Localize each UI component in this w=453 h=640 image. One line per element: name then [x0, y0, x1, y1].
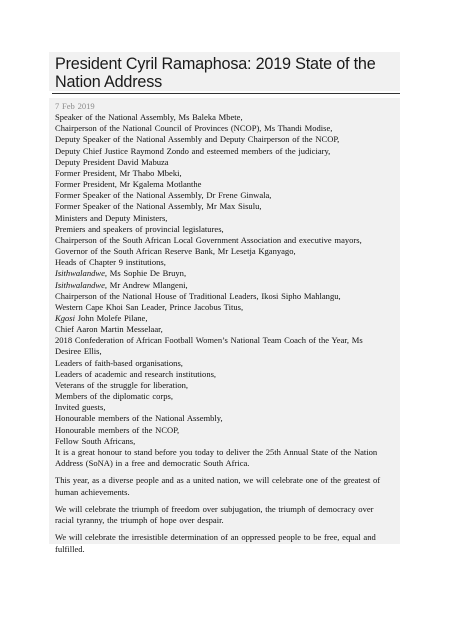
salutation-text: 2018 Confederation of African Football Women’s National Team Coach of the Year, Ms	[55, 335, 363, 346]
salutation-text: Deputy President David Mabuza	[55, 156, 169, 167]
salutation-text: Honourable members of the National Assembly,	[55, 413, 223, 424]
salutation-line	[55, 458, 398, 469]
salutation-text: Desiree Ellis,	[55, 346, 102, 357]
paragraph-line: fulfilled.	[55, 543, 85, 554]
publish-date: 7 Feb 2019	[55, 101, 95, 111]
page-title: President Cyril Ramaphosa: 2019 State of the Nation Address	[55, 55, 376, 91]
salutation-line	[55, 213, 398, 224]
salutation-text: Heads of Chapter 9 institutions,	[55, 257, 166, 268]
salutation-line	[55, 201, 398, 212]
salutation-text: John Molefe Pilane,	[74, 312, 148, 323]
salutation-text: Western Cape Khoi San Leader, Prince Jacobus Titus,	[55, 301, 244, 312]
salutation-text: Chairperson of the South African Local Government Association and executive mayors,	[55, 234, 362, 245]
salutation-line	[55, 246, 398, 257]
salutation-line	[55, 313, 398, 324]
salutation-text: Chairperson of the National Council of Provinces (NCOP), Ms Thandi Modise,	[55, 123, 333, 134]
salutation-line	[55, 146, 398, 157]
salutation-text: Invited guests,	[55, 402, 106, 413]
salutation-line	[55, 324, 398, 335]
speech-paragraph	[55, 504, 398, 526]
salutation-text: Speaker of the National Assembly, Ms Baleka Mbete,	[55, 112, 243, 123]
salutation-line	[55, 425, 398, 436]
speech-paragraph	[55, 532, 398, 554]
paragraph-line: We will celebrate the irresistible determination of an oppressed people to be free, equal and	[55, 532, 376, 543]
salutation-line	[55, 280, 398, 291]
salutation-line	[55, 179, 398, 190]
salutation-text: Governor of the South African Reserve Bank, Mr Lesetja Kganyago,	[55, 246, 296, 257]
salutation-text: Deputy Chief Justice Raymond Zondo and esteemed members of the judiciary,	[55, 145, 331, 156]
salutation-text: , Ms Sophie De Bruyn,	[104, 268, 187, 279]
salutation-text: Former Speaker of the National Assembly, Mr Max Sisulu,	[55, 201, 262, 212]
paragraph-line: racial tyranny, the triumph of hope over despair.	[55, 515, 224, 525]
salutation-text: Former President, Mr Kgalema Motlanthe	[55, 179, 202, 190]
speech-paragraph	[55, 475, 398, 497]
speech-body	[55, 101, 398, 555]
title-divider	[52, 93, 400, 94]
salutation-text: Honourable members of the NCOP,	[55, 424, 180, 435]
salutation-text: It is a great honour to stand before you today to deliver the 25th Annual State of the Nation	[55, 446, 378, 457]
salutation-text: Members of the diplomatic corps,	[55, 391, 173, 402]
salutation-text: Deputy Speaker of the National Assembly and Deputy Chairperson of the NCOP,	[55, 134, 340, 145]
honorific-title: Isithwalandwe	[55, 279, 105, 290]
salutation-text: Former President, Mr Thabo Mbeki,	[55, 167, 182, 178]
salutation-text: Former Speaker of the National Assembly, Dr Frene Ginwala,	[55, 190, 272, 201]
honorific-title: Kgosi	[55, 312, 75, 323]
salutation-text: Fellow South Africans,	[55, 435, 136, 446]
honorific-title: Isithwalandwe	[55, 268, 105, 279]
paragraph-line: This year, as a diverse people and as a united nation, we will celebrate one of the greatest of	[55, 475, 381, 486]
salutation-line	[55, 413, 398, 424]
salutation-line	[55, 291, 398, 302]
salutation-line	[55, 157, 398, 168]
salutation-line	[55, 358, 398, 369]
salutation-text: Leaders of academic and research institutions,	[55, 368, 217, 379]
speech-paragraphs	[55, 475, 398, 554]
salutation-line	[55, 436, 398, 447]
salutation-line	[55, 402, 398, 413]
paragraph-line: We will celebrate the triumph of freedom over subjugation, the triumph of democracy over	[55, 503, 374, 514]
salutation-line	[55, 302, 398, 313]
salutation-text: Address (SoNA) in a free and democratic South Africa.	[55, 458, 250, 468]
salutation-line	[55, 447, 398, 458]
salutation-text: Chairperson of the National House of Traditional Leaders, Ikosi Sipho Mahlangu,	[55, 290, 341, 301]
salutation-line	[55, 224, 398, 235]
salutation-line	[55, 190, 398, 201]
salutation-text: , Mr Andrew Mlangeni,	[104, 279, 188, 290]
salutation-line	[55, 380, 398, 391]
salutation-text: Chief Aaron Martin Messelaar,	[55, 324, 163, 335]
salutation-line	[55, 369, 398, 380]
salutation-line	[55, 257, 398, 268]
salutation-text: Leaders of faith-based organisations,	[55, 357, 183, 368]
salutation-line	[55, 268, 398, 279]
salutation-line	[55, 168, 398, 179]
salutation-line	[55, 391, 398, 402]
paragraph-line: human achievements.	[55, 486, 130, 497]
salutation-line	[55, 112, 398, 123]
salutation-list	[55, 112, 398, 469]
salutation-text: Veterans of the struggle for liberation,	[55, 379, 189, 390]
salutation-line	[55, 235, 398, 246]
salutation-line	[55, 134, 398, 145]
salutation-text: Ministers and Deputy Ministers,	[55, 212, 168, 223]
salutation-text: Premiers and speakers of provincial legislatures,	[55, 223, 224, 234]
salutation-line	[55, 346, 398, 357]
salutation-line	[55, 123, 398, 134]
salutation-line	[55, 335, 398, 346]
